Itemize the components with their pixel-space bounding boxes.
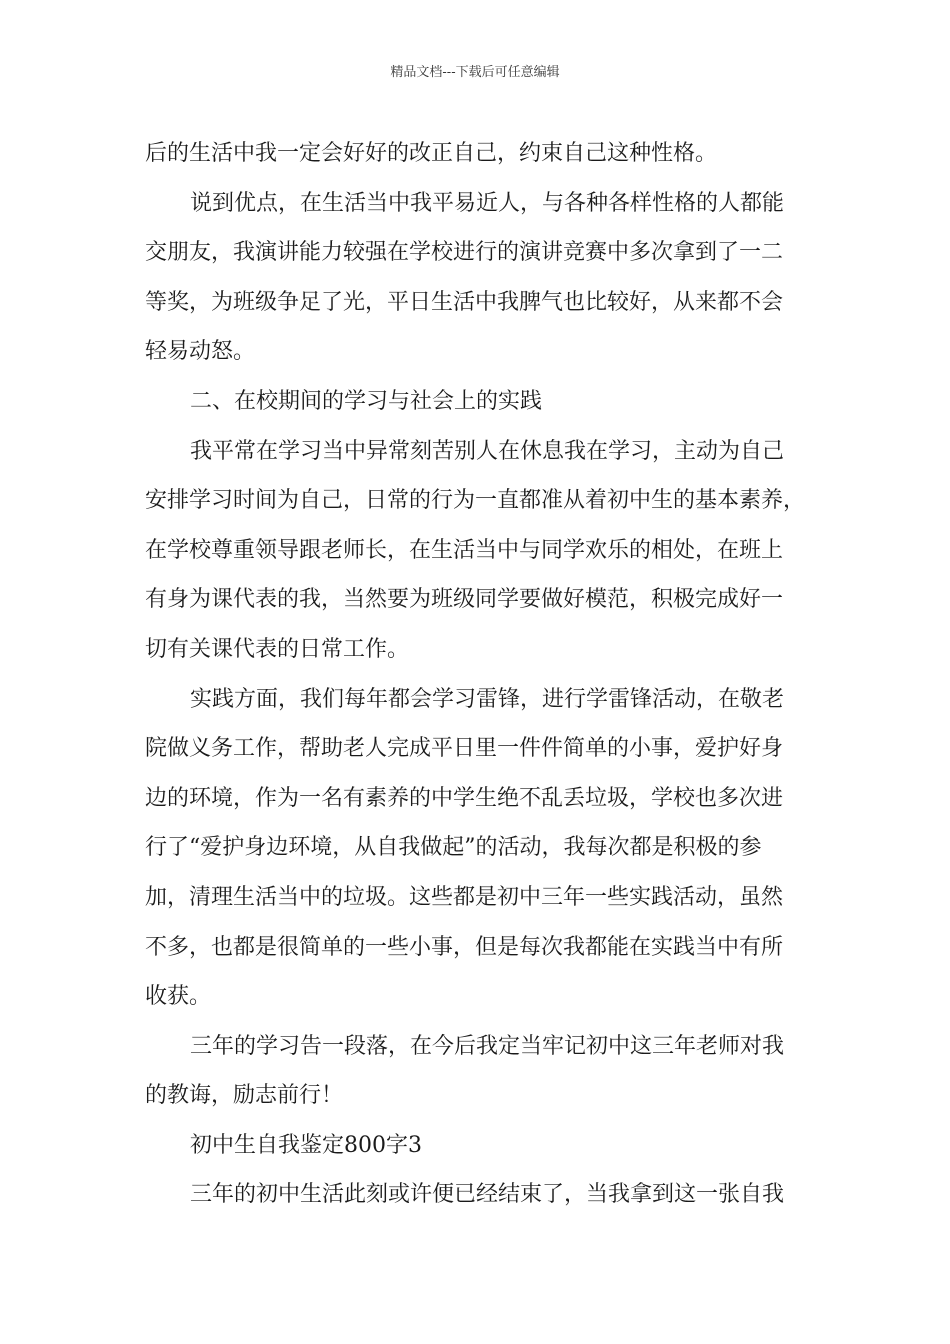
- text-line: 我平常在学习当中异常刻苦别人在休息我在学习，主动为自己: [190, 438, 785, 464]
- text-line: 三年的初中生活此刻或许便已经结束了，当我拿到这一张自我: [190, 1182, 785, 1208]
- text-line: 交朋友，我演讲能力较强在学校进行的演讲竞赛中多次拿到了一二: [145, 240, 784, 266]
- text-line: 安排学习时间为自己，日常的行为一直都准从着初中生的基本素养，: [145, 488, 806, 514]
- text-line: 轻易动怒。: [145, 339, 256, 365]
- text-line: 后的生活中我一定会好好的改正自己，约束自己这种性格。: [145, 141, 718, 166]
- text-line: 行了“爱护身边环境，从自我做起”的活动，我每次都是积极的参: [145, 835, 762, 861]
- text-line: 加，清理生活当中的垃圾。这些都是初中三年一些实践活动，虽然: [145, 884, 784, 910]
- text-line: 实践方面，我们每年都会学习雷锋，进行学雷锋活动，在敬老: [190, 686, 785, 712]
- text-line: 不多，也都是很简单的一些小事，但是每次我都能在实践当中有所: [145, 934, 784, 960]
- text-line: 在学校尊重领导跟老师长，在生活当中与同学欢乐的相处，在班上: [145, 537, 784, 563]
- text-line: 边的环境，作为一名有素养的中学生绝不乱丢垃圾，学校也多次进: [145, 785, 784, 811]
- text-line: 院做义务工作，帮助老人完成平日里一件件简单的小事，爱护好身: [145, 736, 784, 762]
- document-body: [145, 129, 815, 1220]
- text-line: 说到优点，在生活当中我平易近人，与各种各样性格的人都能: [190, 190, 785, 216]
- section-heading: 二、在校期间的学习与社会上的实践: [190, 388, 543, 414]
- page-header: 精品文档---下载后可任意编辑: [390, 65, 560, 80]
- text-line: 三年的学习告一段落，在今后我定当牢记初中这三年老师对我: [190, 1033, 785, 1059]
- text-line: 收获。: [145, 984, 212, 1010]
- text-line: 等奖，为班级争足了光，平日生活中我脾气也比较好，从来都不会: [145, 289, 784, 315]
- section-heading: 初中生自我鉴定800字3: [190, 1132, 422, 1158]
- text-line: 有身为课代表的我，当然要为班级同学要做好模范，积极完成好一: [145, 587, 784, 613]
- text-line: 的教诲，励志前行！: [145, 1083, 344, 1109]
- text-line: 切有关课代表的日常工作。: [145, 636, 410, 662]
